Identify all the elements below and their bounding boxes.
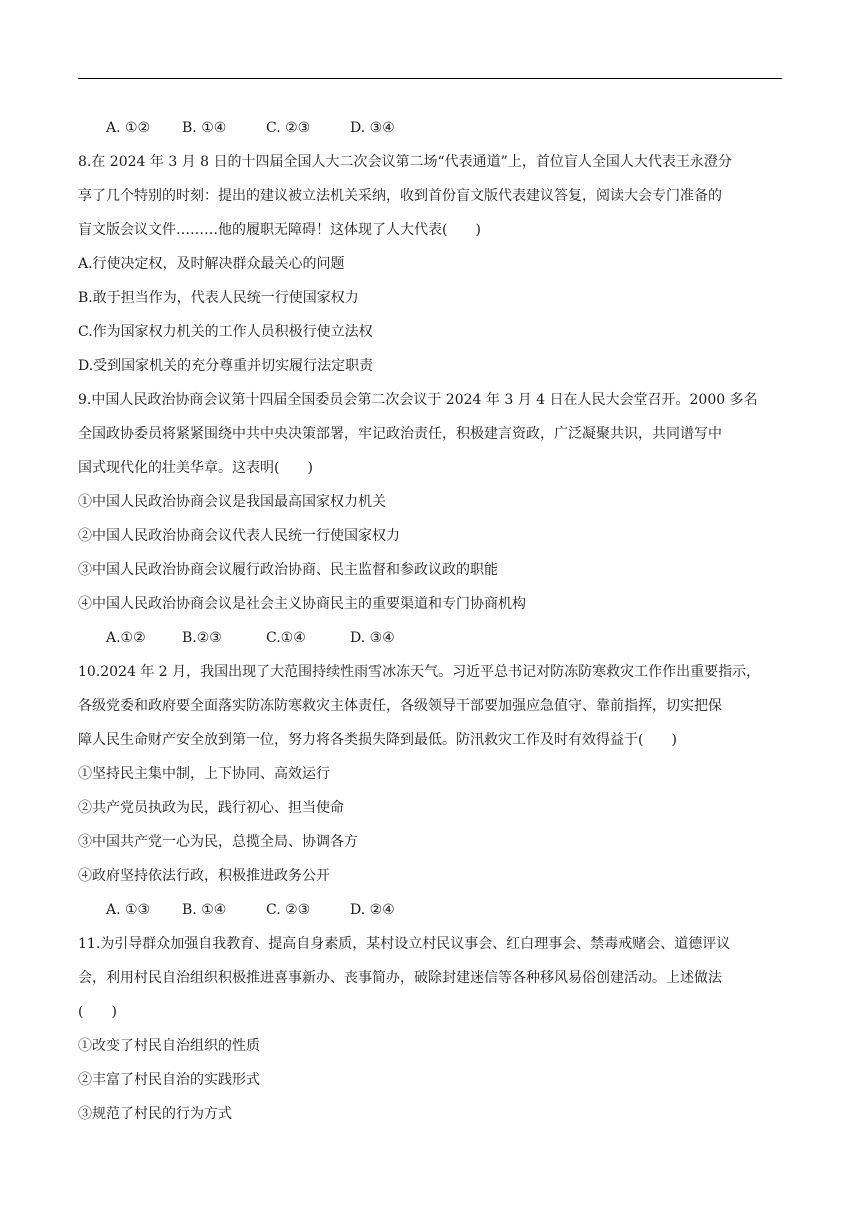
q11-statement-2: ②丰富了村民自治的实践形式 bbox=[78, 1072, 260, 1088]
q10-stem-line: 障人民生命财产安全放到第一位，努力将各类损失降到最低。防汛救灾工作及时有效得益于( ) bbox=[78, 732, 677, 748]
q8-choice-b: B.敢于担当作为，代表人民统一行使国家权力 bbox=[78, 290, 359, 306]
q11-statement-1: ①改变了村民自治组织的性质 bbox=[78, 1038, 260, 1054]
q7-option-a: A. ①② bbox=[106, 120, 151, 136]
q9-statement-1: ①中国人民政治协商会议是我国最高国家权力机关 bbox=[78, 494, 386, 510]
question-8 bbox=[78, 145, 784, 383]
question-11 bbox=[78, 927, 784, 1131]
q10-option-c: C. ②③ bbox=[266, 902, 311, 918]
q9-statement-3: ③中国人民政治协商会议履行政治协商、民主监督和参政议政的职能 bbox=[78, 562, 498, 578]
q8-choice-a: A.行使决定权，及时解决群众最关心的问题 bbox=[78, 256, 345, 272]
q10-option-d: D. ②④ bbox=[350, 902, 395, 918]
q8-stem-line: 盲文版会议文件………他的履职无障碍！这体现了人大代表( ) bbox=[78, 222, 481, 238]
q9-options bbox=[78, 621, 784, 655]
q9-statement-4: ④中国人民政治协商会议是社会主义协商民主的重要渠道和专门协商机构 bbox=[78, 596, 526, 612]
q9-option-d: D. ③④ bbox=[350, 630, 395, 646]
q9-stem-line: 全国政协委员将紧紧围绕中共中央决策部署，牢记政治责任，积极建言资政，广泛凝聚共识，共同谱写中 bbox=[78, 426, 722, 442]
q7-option-b: B. ①④ bbox=[182, 120, 227, 136]
q9-option-b: B.②③ bbox=[182, 630, 222, 646]
q10-stem-line: 各级党委和政府要全面落实防冻防寒救灾主体责任，各级领导干部要加强应急值守、靠前指挥，切实把保 bbox=[78, 698, 722, 714]
q9-option-a: A.①② bbox=[106, 630, 146, 646]
question-9 bbox=[78, 383, 784, 655]
q10-statement-2: ②共产党员执政为民，践行初心、担当使命 bbox=[78, 800, 344, 816]
q11-stem-line: 会，利用村民自治组织积极推进喜事新办、丧事简办，破除封建迷信等各种移风易俗创建活动。上述做法 bbox=[78, 970, 722, 986]
q7-option-c: C. ②③ bbox=[266, 120, 311, 136]
q10-stem-line: 10.2024 年 2 月，我国出现了大范围持续性雨雪冰冻天气。习近平总书记对防冻防寒救灾工作作出重要指示， bbox=[78, 664, 761, 680]
q11-stem-line: ( ) bbox=[78, 1004, 117, 1020]
q8-choice-c: C.作为国家权力机关的工作人员积极行使立法权 bbox=[78, 324, 373, 340]
q11-statement-3: ③规范了村民的行为方式 bbox=[78, 1106, 232, 1122]
q10-options bbox=[78, 893, 784, 927]
q10-statement-3: ③中国共产党一心为民，总揽全局、协调各方 bbox=[78, 834, 358, 850]
q8-stem-line: 享了几个特别的时刻：提出的建议被立法机关采纳，收到首份盲文版代表建议答复，阅读大会专门准备的 bbox=[78, 188, 722, 204]
q8-choice-d: D.受到国家机关的充分尊重并切实履行法定职责 bbox=[78, 358, 374, 374]
header-rule bbox=[78, 78, 782, 79]
q10-option-a: A. ①③ bbox=[106, 902, 151, 918]
q7-options bbox=[78, 111, 784, 145]
q11-stem-line: 11.为引导群众加强自我教育、提高自身素质，某村设立村民议事会、红白理事会、禁毒戒赌会、道德评议 bbox=[78, 936, 731, 952]
q10-statement-4: ④政府坚持依法行政，积极推进政务公开 bbox=[78, 868, 330, 884]
q9-option-c: C.①④ bbox=[266, 630, 306, 646]
q8-stem-line: 8.在 2024 年 3 月 8 日的十四届全国人大二次会议第二场“代表通道”上，首位盲人全国人大代表王永澄分 bbox=[78, 154, 732, 170]
q10-statement-1: ①坚持民主集中制，上下协同、高效运行 bbox=[78, 766, 330, 782]
question-10 bbox=[78, 655, 784, 927]
q7-option-d: D. ③④ bbox=[350, 120, 395, 136]
q10-option-b: B. ①④ bbox=[182, 902, 227, 918]
q9-stem-line: 国式现代化的壮美华章。这表明( ) bbox=[78, 460, 313, 476]
q9-stem-line: 9.中国人民政治协商会议第十四届全国委员会第二次会议于 2024 年 3 月 4 日在人民大会堂召开。2000 多名 bbox=[78, 392, 758, 408]
q9-statement-2: ②中国人民政治协商会议代表人民统一行使国家权力 bbox=[78, 528, 400, 544]
exam-page-content bbox=[78, 111, 784, 1131]
